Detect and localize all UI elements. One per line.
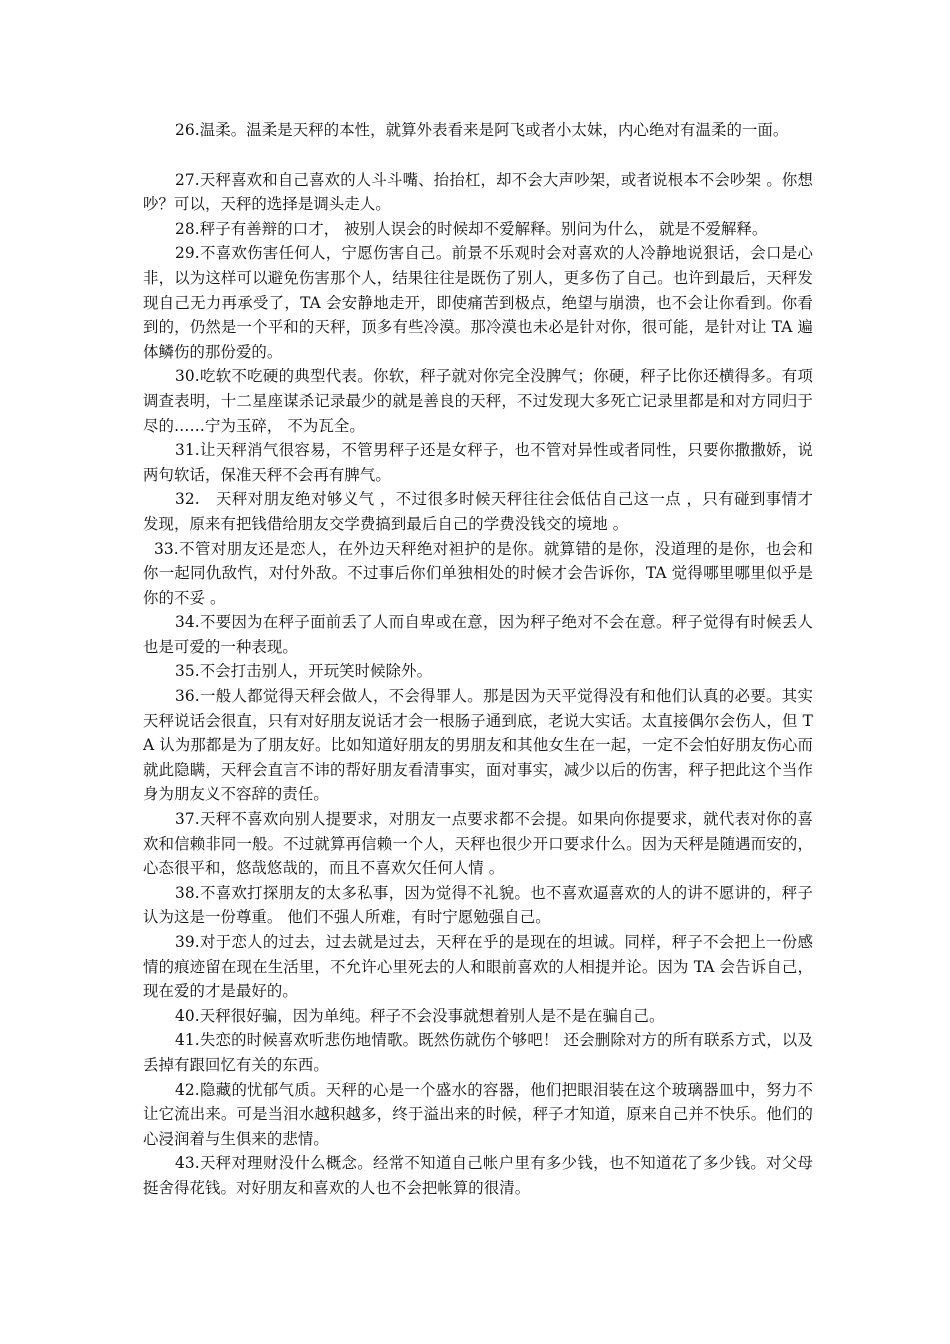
paragraph-38: 38.不喜欢打探朋友的太多私事，因为觉得不礼貌。也不喜欢逼喜欢的人的讲不愿讲的，秤子认为这是一份尊重。 他们不强人所难，有时宁愿勉强自己。 xyxy=(143,883,813,927)
paragraph-33: 33.不管对朋友还是恋人，在外边天秤绝对袒护的是你。就算错的是你，没道理的是你，也会和你一起同仇敌忾，对付外敌。不过事后你们单独相处的时候才会告诉你，TA 觉得哪里哪里似乎是你的不妥 。 xyxy=(143,539,813,607)
paragraph-36: 36.一般人都觉得天秤会做人，不会得罪人。那是因为天平觉得没有和他们认真的必要。其实天秤说话会很直，只有对好朋友说话才会一根肠子通到底，老说大实话。太直接偶尔会伤人，但 TA 认为那都是为了朋友好。比如知道好朋友的男朋友和其他女生在一起，一定不会怕好朋友伤心而就此隐瞒，天秤会直言不讳的帮好朋友看清事实，面对事实，减少以后的伤害，秤子把此这个当作身为朋友义不容辞的责任。 xyxy=(143,687,813,804)
paragraph-30: 30.吃软不吃硬的典型代表。你软，秤子就对你完全没脾气；你硬，秤子比你还横得多。有项调查表明，十二星座谋杀记录最少的就是善良的天秤，不过发现大多死亡记录里都是和对方同归于尽的……宁为玉碎， 不为瓦全。 xyxy=(143,367,813,435)
paragraph-34: 34.不要因为在秤子面前丢了人而自卑或在意，因为秤子绝对不会在意。秤子觉得有时候丢人也是可爱的一种表现。 xyxy=(143,613,813,656)
paragraph-42: 42.隐藏的忧郁气质。天秤的心是一个盛水的容器，他们把眼泪装在这个玻璃器皿中，努力不让它流出来。可是当泪水越积越多，终于溢出来的时候，秤子才知道，原来自己并不快乐。他们的心浸润着与生俱来的悲情。 xyxy=(143,1080,813,1148)
paragraph-32: 32. 天秤对朋友绝对够义气 ，不过很多时候天秤往往会低估自己这一点 ，只有碰到事情才发现，原来有把钱借给朋友交学费搞到最后自己的学费没钱交的境地 。 xyxy=(143,490,813,533)
document-page xyxy=(143,118,813,1201)
paragraph-29: 29.不喜欢伤害任何人，宁愿伤害自己。前景不乐观时会对喜欢的人冷静地说狠话，会口是心非，以为这样可以避免伤害那个人，结果往往是既伤了别人，更多伤了自己。也许到最后，天秤发现自己无力再承受了，TA 会安静地走开，即使痛苦到极点，绝望与崩溃，也不会让你看到。你看到的，仍然是一个平和的天秤，顶多有些冷漠。那冷漠也未必是针对你，很可能，是针对让 TA 遍体鳞伤的那份爱的。 xyxy=(143,244,813,361)
paragraph-40: 40.天秤很好骗，因为单纯。秤子不会没事就想着别人是不是在骗自己。 xyxy=(175,1006,665,1025)
paragraph-27: 27.天秤喜欢和自己喜欢的人斗斗嘴、抬抬杠，却不会大声吵架，或者说根本不会吵架 。你想吵？可以，天秤的选择是调头走人。 xyxy=(143,170,813,214)
paragraph-35: 35.不会打击别人，开玩笑时候除外。 xyxy=(175,662,433,681)
paragraph-41: 41.失恋的时候喜欢听悲伤地情歌。既然伤就伤个够吧！ 还会删除对方的所有联系方式，以及丢掉有跟回忆有关的东西。 xyxy=(143,1031,813,1074)
paragraph-37: 37.天秤不喜欢向别人提要求，对朋友一点要求都不会提。如果向你提要求，就代表对你的喜欢和信赖非同一般。不过就算再信赖一个人，天秤也很少开口要求什么。因为天秤是随遇而安的，心态很平和，悠哉悠哉的，而且不喜欢欠任何人情 。 xyxy=(143,810,813,878)
paragraph-26: 26.温柔。温柔是天秤的本性，就算外表看来是阿飞或者小太妹，内心绝对有温柔的一面。 xyxy=(175,121,789,139)
paragraph-28: 28.秤子有善辩的口才， 被别人误会的时候却不爱解释。别问为什么， 就是不爱解释。 xyxy=(175,219,768,238)
paragraph-43: 43.天秤对理财没什么概念。经常不知道自己帐户里有多少钱，也不知道花了多少钱。对父母挺舍得花钱。对好朋友和喜欢的人也不会把帐算的很清。 xyxy=(143,1154,813,1197)
paragraph-39: 39.对于恋人的过去，过去就是过去，天秤在乎的是现在的坦诚。同样，秤子不会把上一份感情的痕迹留在现在生活里，不允许心里死去的人和眼前喜欢的人相提并论。因为 TA 会告诉自己，现在爱的才是最好的。 xyxy=(143,933,813,1001)
paragraph-31: 31.让天秤消气很容易，不管男秤子还是女秤子，也不管对异性或者同性，只要你撒撒娇，说两句软话，保准天秤不会再有脾气。 xyxy=(143,441,813,484)
